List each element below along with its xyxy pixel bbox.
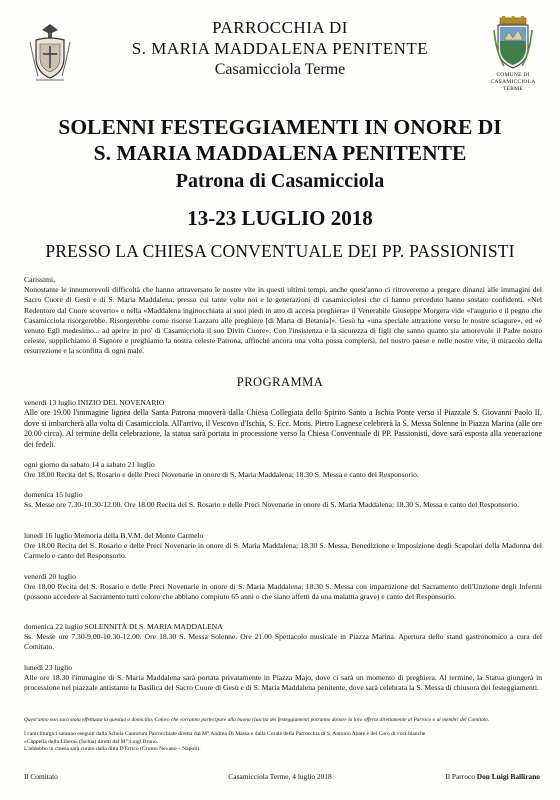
- day-heading: venerdì 13 luglio INIZIO DEL NOVENARIO: [24, 398, 165, 407]
- comune-label-1: COMUNE DI: [496, 72, 530, 78]
- day-text: Ore 18.00 Recita del S. Rosario e delle Preci Novenarie in onore di S. Maria Maddalena; 18.30 S. Messa con impartizione del Sacramento dell'Unzione degli Infermi (possono accedere al Sacramento tutti coloro che abbiano compiuto 65 anni o che siano affetti da una malattia grave) e canto del Responsorio.: [24, 582, 542, 602]
- credits-line-3: L'addobbo in chiesa sarà curato dalla ditta D'Errico (Grumo Nevano – Napoli).: [24, 746, 201, 753]
- day-heading: ogni giorno da sabato 14 a sabato 21 luglio: [24, 460, 155, 469]
- day-heading: domenica 22 luglio SOLENNITÀ DI S. MARIA MADDALENA: [24, 622, 223, 631]
- comune-label-2: CASAMICCIOLA TERME: [490, 78, 536, 92]
- programme-day: [24, 460, 542, 480]
- programme-day: [24, 572, 542, 603]
- footer-committee: Il Comitato: [24, 772, 58, 781]
- footer-priest-title: Il Parroco: [445, 772, 477, 781]
- credits-line-2: «Cappella della Libera» (Ischia) diretti dal M° Luigi Bruno.: [24, 738, 159, 745]
- programme-day: [24, 490, 542, 510]
- event-subtitle: Patrona di Casamicciola: [175, 170, 385, 192]
- municipal-crest-icon: [492, 16, 534, 72]
- event-dates: 13-23 LUGLIO 2018: [187, 206, 373, 230]
- programme-day: [24, 622, 542, 653]
- event-title-line-1: SOLENNI FESTEGGIAMENTI IN ONORE DI: [58, 115, 502, 139]
- day-text: Alle ore 18.30 l'immagine di S. Maria Maddalena sarà portata privatamente in Piazza Majo, dove ci sarà un momento di preghiera. Al termine, la Statua giungerà in processione nel piazzale antistante la Basilica del Sacro Cuore di Gesù e di S. Maria Maddalena penitente, dove sarà celebrata la S. Messa di chiusura dei festeggiamenti.: [24, 673, 542, 693]
- parish-line-2: S. MARIA MADDALENA PENITENTE: [131, 39, 429, 58]
- parish-line-1: PARROCCHIA DI: [212, 18, 348, 37]
- programme-day: [24, 663, 542, 694]
- comune-emblem: [480, 16, 546, 98]
- programme-day: [24, 531, 542, 562]
- footer-priest-name: Don Luigi Ballirano: [476, 772, 540, 781]
- day-heading: domenica 15 luglio: [24, 490, 83, 499]
- programme-day: [24, 398, 542, 451]
- day-heading: lunedì 16 luglio Memoria della B.V.M. del Monte Carmelo: [24, 531, 204, 540]
- programme-title: PROGRAMMA: [236, 375, 324, 389]
- credits: [24, 731, 542, 754]
- footer-parish-priest: [446, 772, 540, 781]
- parish-heading: [0, 18, 560, 80]
- intro-salutation: Carissimi,: [24, 275, 56, 284]
- parish-line-3: Casamicciola Terme: [214, 61, 346, 78]
- collection-note: Quest'anno non sarà stata effettuata la questua a domicilio. Coloro che vorranno partecipare alla buona riuscita dei festeggiamenti potranno donare la loro offerta direttamente al Parroco o ai membri del Comitato.: [24, 717, 490, 723]
- intro-letter: [24, 275, 542, 357]
- footer-place-date: Casamicciola Terme, 4 luglio 2018: [228, 772, 332, 781]
- event-title-line-2: S. MARIA MADDALENA PENITENTE: [93, 141, 467, 165]
- day-text: Ss. Messe ore 7.30-10.30-12.00. Ore 18.00 Recita del S. Rosario e delle Preci Novenarie in onore di S. Maria Maddalena; 18.30 S. Messa e canto del Responsorio.: [24, 500, 519, 510]
- credits-line-1: I canti liturgici saranno eseguiti dalla Schola Cantorum Parrocchiale diretta dal M° Andrea Di Massa e dalla Corale della Parrocchia di S. Antonio Abate e del Coro di voci bianche: [24, 731, 426, 737]
- day-text: Ore 18.00 Recita del S. Rosario e delle Preci Novenarie in onore di S. Maria Maddalena; 18.30 S. Messa e canto del Responsorio.: [24, 470, 419, 480]
- day-heading: lunedì 23 luglio: [24, 663, 73, 672]
- day-text: Ore 18.00 Recita del S. Rosario e delle Preci Novenarie in onore di S. Maria Maddalena; 18.30 S. Messa, Benedizione e Imposizione degli Scapolari della Madonna del Carmelo e canto del Responsorio.: [24, 541, 542, 561]
- event-venue: PRESSO LA CHIESA CONVENTUALE DEI PP. PASSIONISTI: [45, 241, 515, 261]
- day-heading: venerdì 20 luglio: [24, 572, 76, 581]
- day-text: Ss. Messe ore 7.30-9.00-10.30-12.00. Ore 18.30 S. Messa Solenne. Ore 21.00 Spettacolo musicale in Piazza Marina. Apertura dello stand gastronomico a cura del Comitato.: [24, 632, 542, 652]
- day-text: Alle ore 19.00 l'immagine lignea della Santa Patrona muoverà dalla Chiesa Collegiata dello Spirito Santo a Ischia Ponte verso il Piazzale S. Giovanni Paolo II, dove si imbarcherà alla volta di Casamicciola. All'arrivo, il Vescovo d'Ischia, S. Ecc. Mons. Pietro Lagnese celebrerà la S. Messa Solenne in Piazza Marina (alle ore 20.00 circa). Al termine della celebrazione, la statua sarà portata in processione verso la Chiesa Conventuale di PP. Passionisti, dove sarà esposta alla venerazione dei fedeli.: [24, 408, 542, 449]
- intro-body: Nonostante le innumerevoli difficoltà che hanno attraversato le nostre vite in questi ultimi tempi, anche quest'anno ci ritroveremo a pregare dinanzi alle immagini del Sacro Cuore di Gesù e di S. Maria Maddalena, presso cui tante volte noi e le generazioni di casamicciolesi che ci hanno preceduto hanno sostato confidenti. «Nel Redentore dal Cuore scoverto» e nella «Maddalena inginocchiata ai suoi piedi in atto di accesa preghiera» il Venerabile Giuseppe Morgera vide «l'augurio e il pegno che Casamicciola risorgerebbe. Risorgerebbe come risorse Lazzaro alle preghiere [di Marta di Betania]». Gesù ha «una speciale attrazione verso le nostre sciagure», ed «è venuto Egli medesimo... ad aprire in pro' di Casamicciola il suo Divin Cuore». Con l'insistenza e la sicurezza di figli che sanno quanto sia amorevole il Padre nostro celeste, supplichiamo il Signore e preghiamo la nostra celeste Patrona, affinché ancora una volta possa compiersi, nel nostro paese e nelle nostre vite, il miracolo della resurrezione e la sconfitta di ogni male.: [24, 285, 542, 356]
